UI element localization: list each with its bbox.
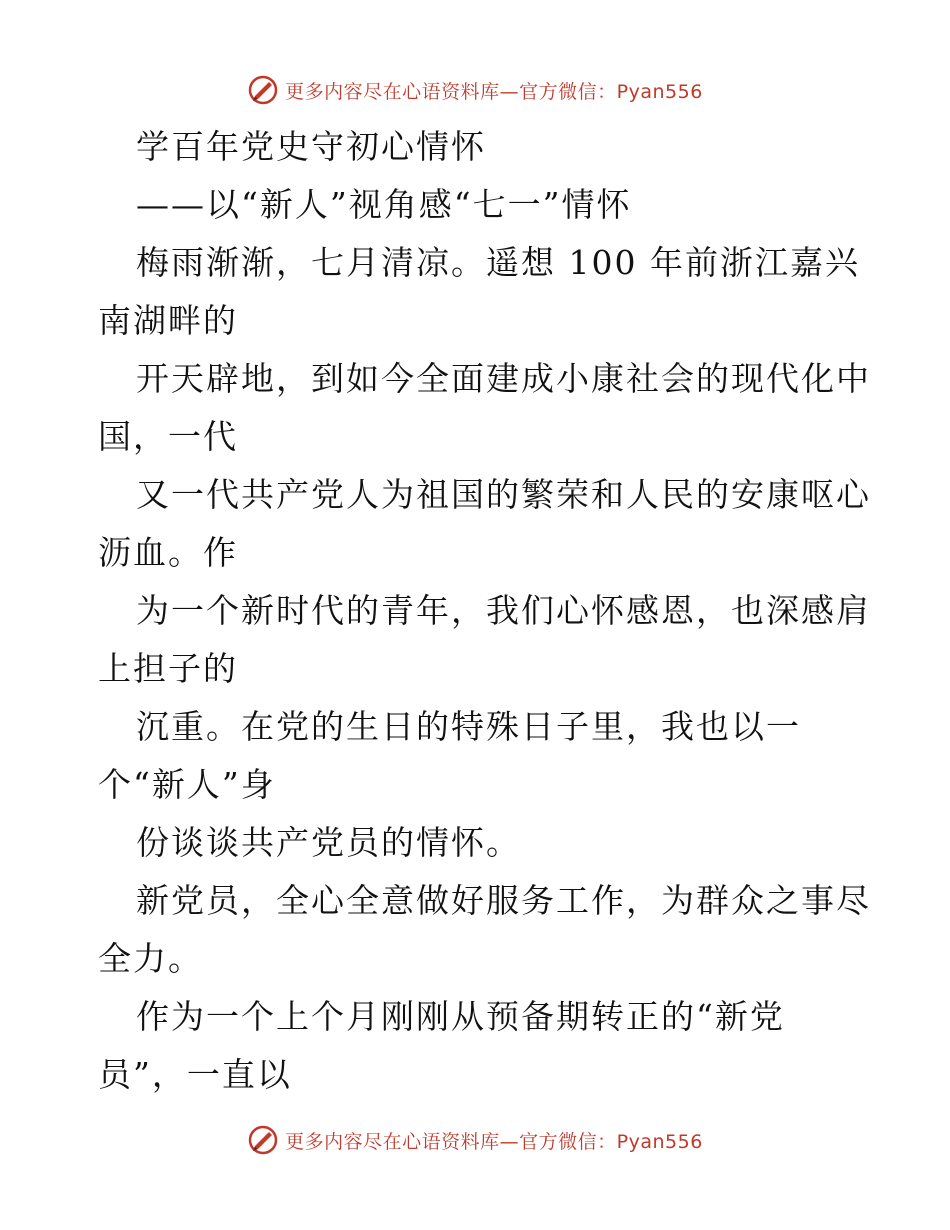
text-line: 上担子的 [98, 649, 238, 688]
text-line: 份谈谈共产党员的情怀。 [136, 823, 521, 862]
pen-logo-icon [247, 1124, 279, 1156]
text-line: 全力。 [98, 939, 203, 978]
text-line: ——以“新人”视角感“七一”情怀 [136, 185, 632, 224]
text-line: 新党员，全心全意做好服务工作，为群众之事尽 [136, 881, 871, 920]
text-line: 国，一代 [98, 417, 238, 456]
text-line: 为一个新时代的青年，我们心怀感恩，也深感肩 [136, 591, 871, 630]
text-line: 梅雨渐渐，七月清凉。遥想 100 年前浙江嘉兴 [136, 243, 860, 282]
text-line: 员”，一直以 [98, 1055, 292, 1094]
text-line: 作为一个上个月刚刚从预备期转正的“新党 [136, 997, 785, 1036]
text-line: 开天辟地，到如今全面建成小康社会的现代化中 [136, 359, 871, 398]
text-line: 学百年党史守初心情怀 [136, 127, 486, 166]
text-line: 沥血。作 [98, 533, 238, 572]
watermark-text: 更多内容尽在心语资料库—官方微信：Pyan556 [285, 80, 703, 103]
document-body [98, 118, 871, 1104]
text-line: 个“新人”身 [98, 765, 276, 804]
footer-watermark [0, 1124, 950, 1156]
text-line: 又一代共产党人为祖国的繁荣和人民的安康呕心 [136, 475, 871, 514]
text-line: 沉重。在党的生日的特殊日子里，我也以一 [136, 707, 801, 746]
watermark-text: 更多内容尽在心语资料库—官方微信：Pyan556 [285, 1130, 703, 1153]
pen-logo-icon [247, 74, 279, 106]
header-watermark [0, 74, 950, 106]
text-line: 南湖畔的 [98, 301, 238, 340]
